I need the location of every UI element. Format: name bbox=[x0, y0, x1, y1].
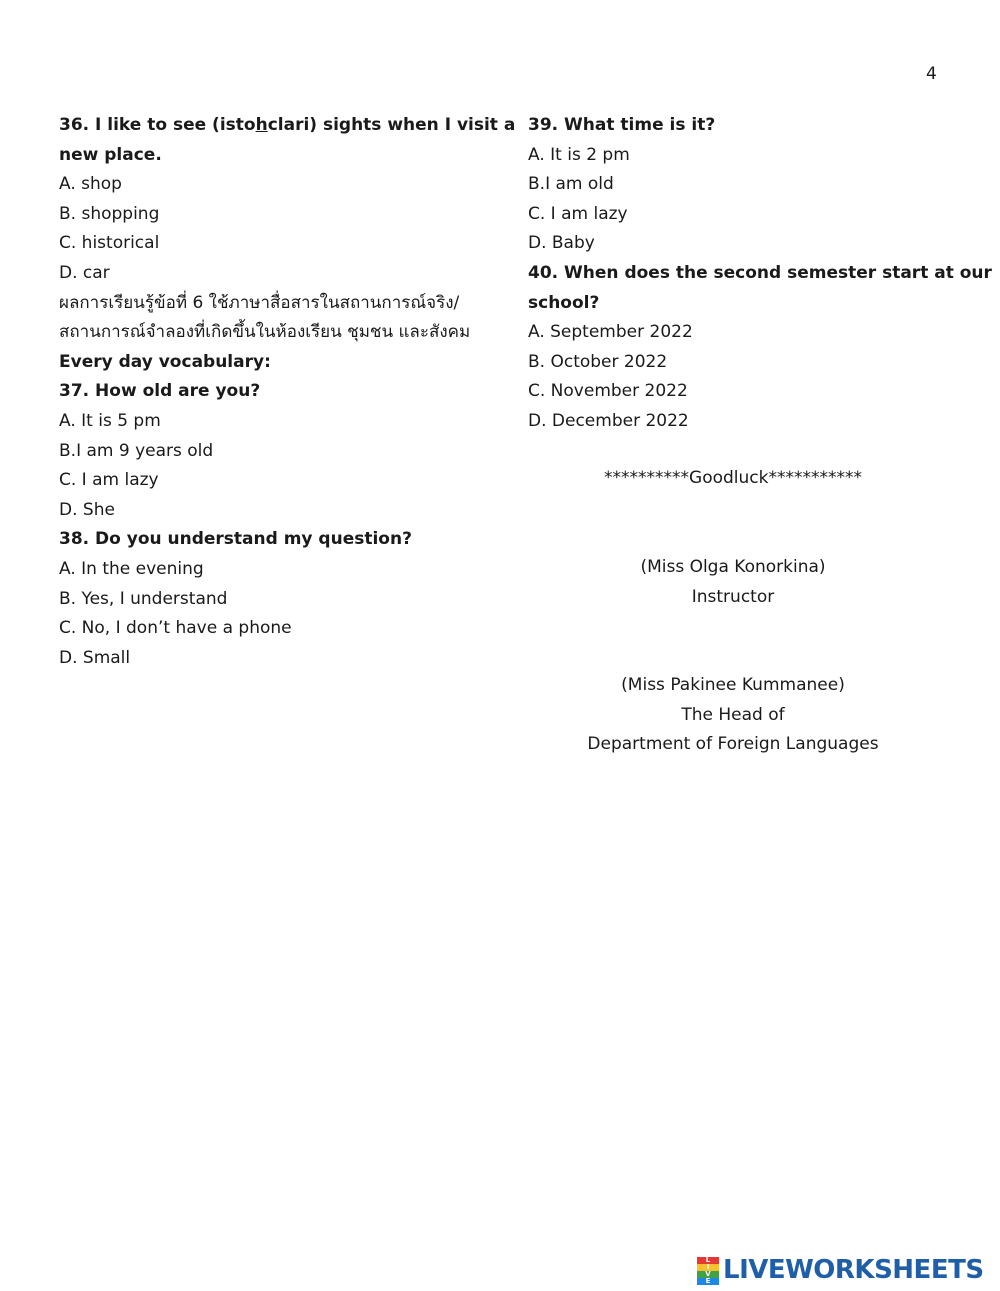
liveworksheets-logo bbox=[697, 1255, 984, 1285]
section-title: Every day vocabulary: bbox=[59, 351, 271, 372]
q36-option-d: D. car bbox=[59, 262, 110, 283]
q40-option-c: C. November 2022 bbox=[528, 381, 688, 402]
question-36-line2: new place. bbox=[59, 144, 162, 165]
instructor-name: (Miss Olga Konorkina) bbox=[640, 557, 826, 577]
q37-option-b: B.I am 9 years old bbox=[59, 440, 214, 461]
right-column bbox=[528, 111, 992, 437]
head-role-line1: The Head of bbox=[681, 704, 785, 725]
learning-outcome-line2: สถานการณ์จำลองที่เกิดขึ้นในห้องเรียน ชุมชน และสังคม bbox=[59, 322, 471, 343]
q36-text-b: clari) sights when I visit a bbox=[267, 115, 516, 135]
head-signature bbox=[528, 671, 938, 760]
logo-mark-icon bbox=[697, 1257, 719, 1283]
learning-outcome-line1: ผลการเรียนรู้ข้อที่ 6 ใช้ภาษาสื่อสารในสถานการณ์จริง/ bbox=[59, 292, 460, 313]
q40-option-d: D. December 2022 bbox=[528, 410, 689, 431]
head-role-line2: Department of Foreign Languages bbox=[587, 734, 879, 755]
q39-option-b: B.I am old bbox=[528, 174, 614, 195]
q38-option-d: D. Small bbox=[59, 647, 131, 668]
q38-option-b: B. Yes, I understand bbox=[59, 588, 228, 609]
q40-option-b: B. October 2022 bbox=[528, 351, 668, 372]
page-number: 4 bbox=[926, 64, 937, 84]
q36-text-a: 36. I like to see (isto bbox=[59, 115, 256, 135]
logo-text: LIVEWORKSHEETS bbox=[723, 1255, 984, 1285]
question-40-line1: 40. When does the second semester start at our bbox=[528, 262, 992, 283]
q40-option-a: A. September 2022 bbox=[528, 322, 693, 343]
goodluck-block bbox=[528, 464, 938, 494]
left-column bbox=[59, 111, 516, 673]
logo-mark-e: E bbox=[697, 1278, 719, 1285]
question-39: 39. What time is it? bbox=[528, 115, 716, 135]
goodluck-text: **********Goodluck*********** bbox=[604, 468, 862, 488]
q37-option-a: A. It is 5 pm bbox=[59, 410, 161, 431]
q36-underlined-letter: h bbox=[255, 115, 268, 135]
question-37: 37. How old are you? bbox=[59, 381, 261, 402]
instructor-role: Instructor bbox=[691, 586, 775, 607]
q39-option-a: A. It is 2 pm bbox=[528, 144, 630, 165]
q37-option-d: D. She bbox=[59, 499, 115, 520]
q37-option-c: C. I am lazy bbox=[59, 470, 159, 491]
q36-option-b: B. shopping bbox=[59, 203, 160, 224]
logo-mark-v: V bbox=[697, 1271, 719, 1278]
logo-mark-l: L bbox=[697, 1257, 719, 1264]
q38-option-a: A. In the evening bbox=[59, 558, 204, 579]
question-38: 38. Do you understand my question? bbox=[59, 529, 412, 550]
question-40-line2: school? bbox=[528, 292, 600, 313]
question-36-line1 bbox=[59, 111, 516, 141]
instructor-signature bbox=[528, 553, 938, 612]
q39-option-d: D. Baby bbox=[528, 233, 595, 254]
q38-option-c: C. No, I don’t have a phone bbox=[59, 618, 292, 639]
q36-option-c: C. historical bbox=[59, 233, 160, 254]
q36-option-a: A. shop bbox=[59, 174, 122, 195]
head-name: (Miss Pakinee Kummanee) bbox=[621, 675, 845, 695]
q39-option-c: C. I am lazy bbox=[528, 203, 628, 224]
logo-mark-i: I bbox=[697, 1264, 719, 1271]
